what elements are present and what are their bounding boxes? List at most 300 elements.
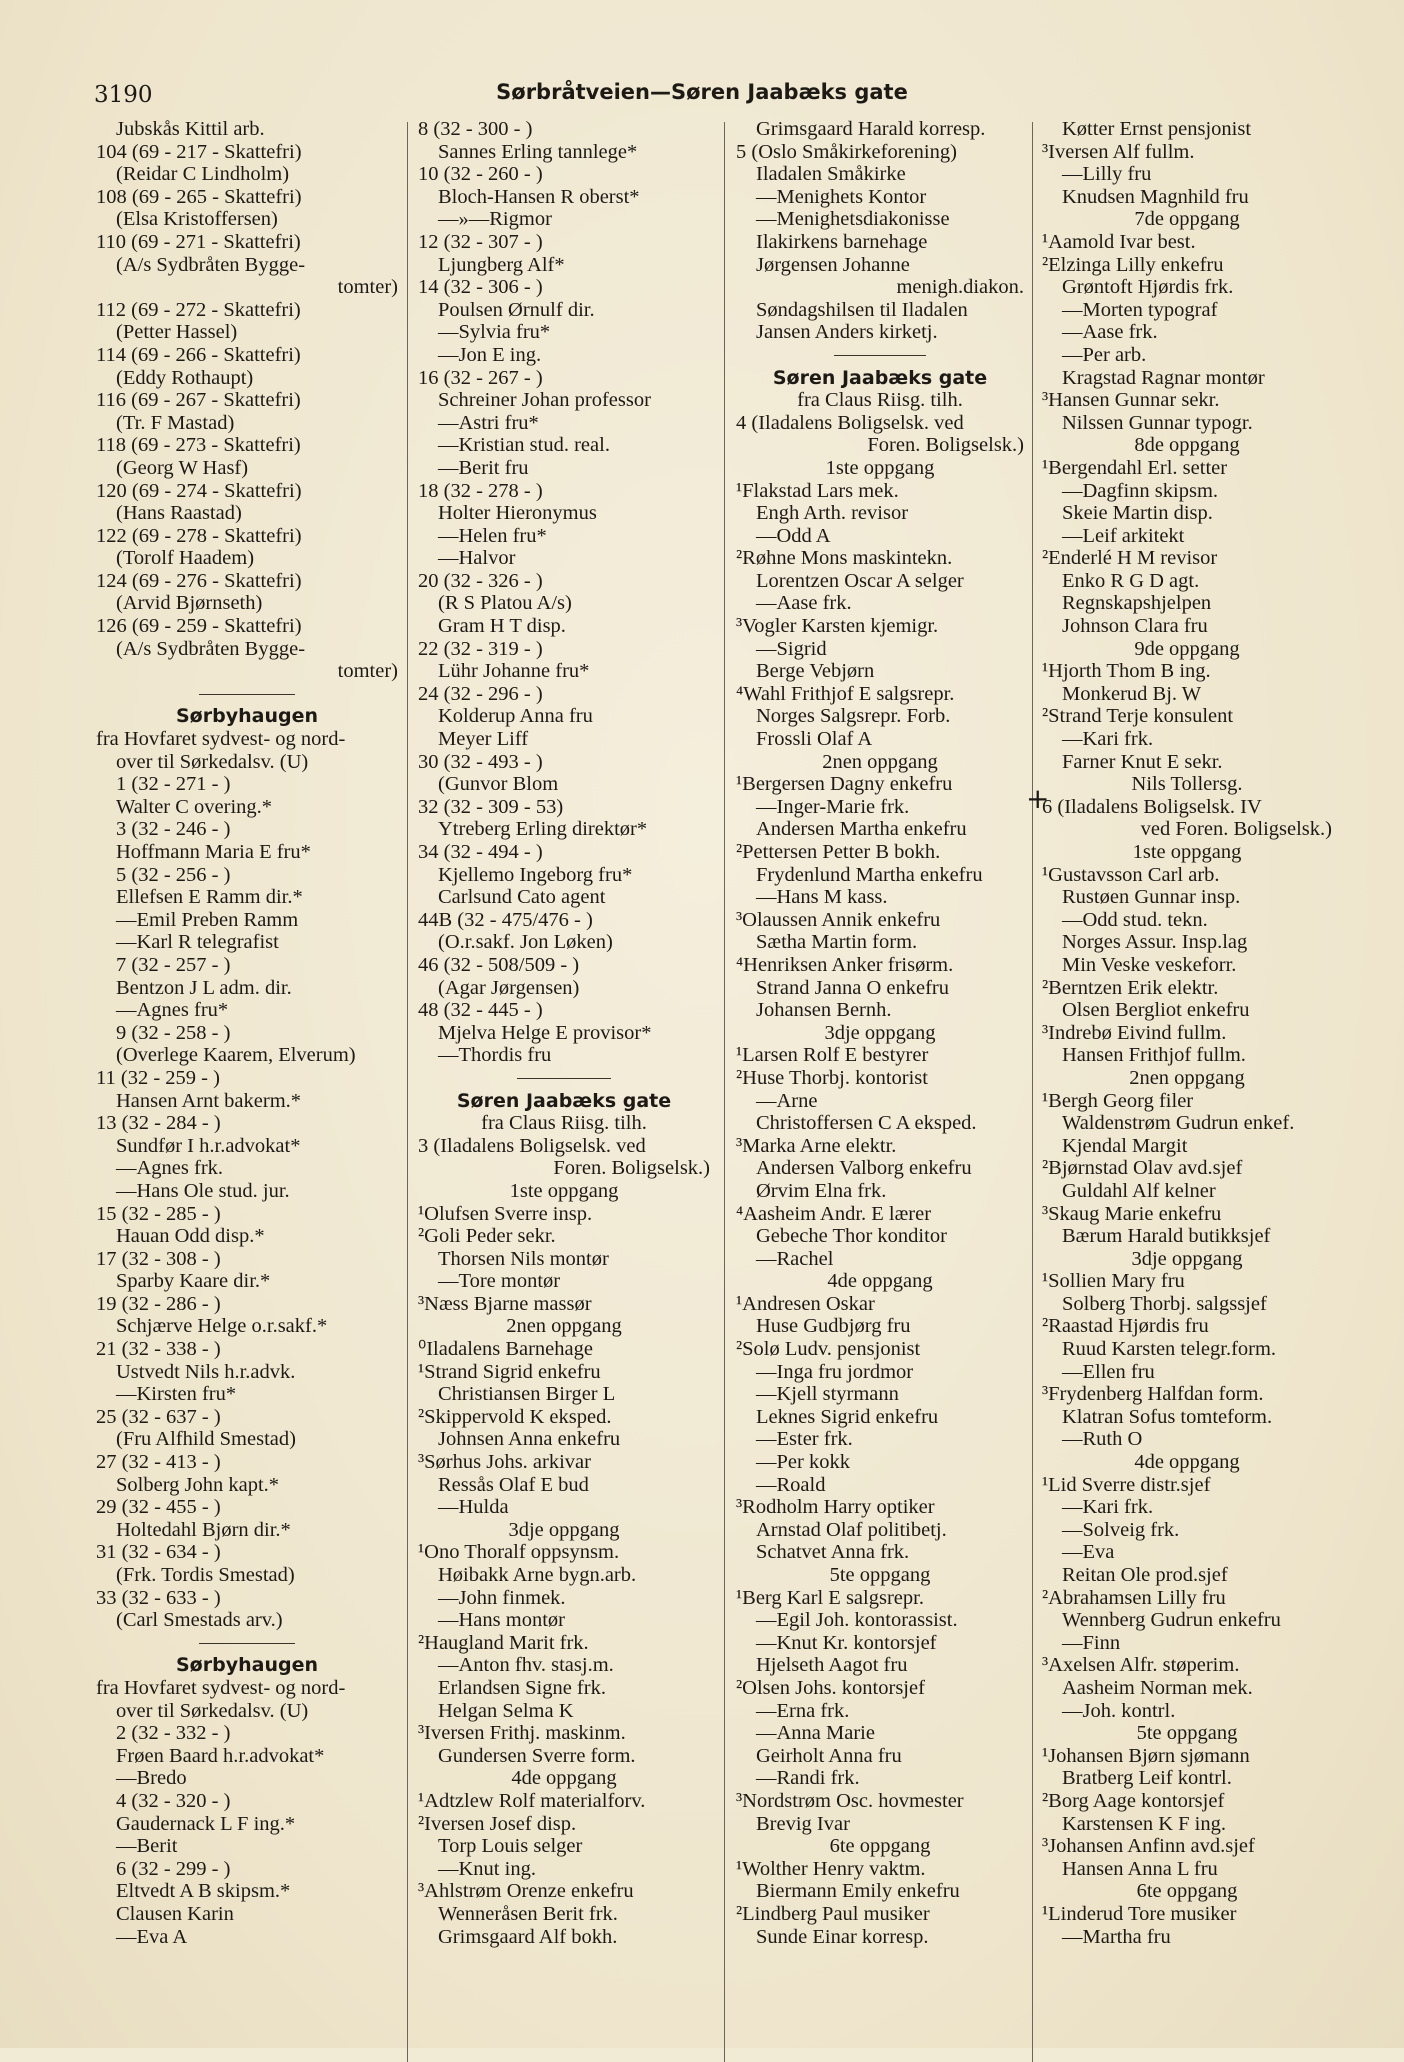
directory-line: 3dje oppgang [1131,1247,1243,1270]
directory-line: 1ste oppgang [1132,841,1242,863]
directory-line: —Menighetsdiakonisse [756,208,950,231]
directory-line: —Egil Joh. kontorassist. [756,1609,958,1632]
directory-line: —Halvor [438,547,516,570]
directory-line: 30 (32 - 493 - ) [418,750,543,773]
directory-line: 15 (32 - 285 - ) [96,1202,221,1225]
directory-line: ²Iversen Josef disp. [418,1812,577,1835]
directory-line: —Berit [116,1835,178,1858]
directory-line: ²Skippervold K eksped. [418,1405,612,1428]
directory-line: Wenneråsen Berit frk. [438,1902,618,1925]
directory-line: Christiansen Birger L [438,1383,616,1406]
column-1 [96,118,398,1948]
street-heading: Sørbyhaugen [176,1654,318,1677]
directory-line: (Tr. F Mastad) [116,411,235,434]
directory-line: (Elsa Kristoffersen) [116,208,278,231]
directory-line: ²Bjørnstad Olav avd.sjef [1042,1157,1243,1180]
directory-line: Huse Gudbjørg fru [756,1315,911,1338]
directory-line: —Per arb. [1062,343,1147,366]
section-divider [96,683,398,706]
directory-line: Thorsen Nils montør [438,1247,609,1270]
directory-line: 25 (32 - 637 - ) [96,1405,221,1428]
directory-line: ²Røhne Mons maskintekn. [736,547,953,570]
directory-line: —Randi frk. [756,1767,860,1790]
directory-line: 32 (32 - 309 - 53) [418,795,564,818]
directory-line: ¹Larsen Rolf E bestyrer [736,1044,929,1067]
column-divider [724,122,725,2062]
street-heading: Sørbyhaugen [176,705,318,728]
directory-line: ²Pettersen Petter B bokh. [736,841,941,863]
directory-line: Johansen Bernh. [756,999,892,1022]
directory-line: 7 (32 - 257 - ) [116,953,231,976]
directory-line: —»—Rigmor [438,208,552,231]
directory-line: 2nen oppgang [822,750,938,773]
directory-line: (Hans Raastad) [116,502,242,525]
directory-line: Hauan Odd disp.* [116,1225,265,1248]
directory-line: Solberg Thorbj. salgssjef [1062,1292,1267,1315]
directory-line: fra Claus Riisg. tilh. [797,389,963,412]
directory-line: —Kirsten fru* [116,1383,237,1406]
directory-line: Lühr Johanne fru* [438,660,590,683]
directory-line: 4de oppgang [1134,1451,1240,1474]
margin-mark: + [1026,782,1050,815]
directory-line: ³Vogler Karsten kjemigr. [736,615,939,638]
directory-line: ¹Linderud Tore musiker [1042,1902,1237,1925]
directory-line: Sætha Martin form. [756,931,918,954]
directory-line: Grøntoft Hjørdis frk. [1062,276,1234,299]
directory-line: tomter) [337,660,398,683]
directory-line: —Erna frk. [756,1699,850,1722]
directory-line: tomter) [337,276,398,299]
directory-line: —Agnes fru* [116,999,229,1022]
directory-line: 8de oppgang [1134,434,1240,457]
directory-line: Høibakk Arne bygn.arb. [438,1564,637,1586]
directory-line: 44B (32 - 475/476 - ) [418,908,593,931]
directory-line: 5 (Oslo Småkirkeforening) [736,140,957,163]
directory-line: —Odd A [756,524,831,547]
directory-line: Ruud Karsten telegr.form. [1062,1338,1277,1361]
directory-line: —Menighets Kontor [756,185,927,208]
directory-line: Mjelva Helge E provisor* [438,1021,652,1044]
directory-line: ¹Hjorth Thom B ing. [1042,660,1211,683]
directory-line: 16 (32 - 267 - ) [418,366,543,389]
directory-line: Clausen Karin [116,1902,234,1925]
directory-line: (A/s Sydbråten Bygge- [116,637,306,660]
directory-line: 11 (32 - 259 - ) [96,1066,220,1089]
directory-line: ¹Lid Sverre distr.sjef [1042,1473,1211,1496]
directory-line: 2nen oppgang [1129,1066,1245,1089]
directory-line: ²Elzinga Lilly enkefru [1042,253,1224,276]
directory-line: (Fru Alfhild Smestad) [116,1428,296,1451]
directory-line: —Tore montør [438,1270,561,1293]
directory-line: (Torolf Haadem) [116,547,255,570]
directory-line: (Arvid Bjørnseth) [116,592,263,615]
directory-line: 48 (32 - 445 - ) [418,999,543,1022]
directory-line: Strand Janna O enkefru [756,976,949,999]
directory-line: Gundersen Sverre form. [438,1744,636,1767]
directory-line: Jansen Anders kirketj. [756,321,938,344]
directory-line: Sunde Einar korresp. [756,1925,929,1948]
directory-line: 1 (32 - 271 - ) [116,773,231,796]
directory-line: 112 (69 - 272 - Skattefri) [96,298,301,321]
directory-line: ³Skaug Marie enkefru [1042,1202,1222,1225]
directory-line: 5te oppgang [829,1564,931,1586]
directory-line: ¹Andresen Oskar [736,1292,875,1315]
directory-line: —Aase frk. [756,592,852,615]
directory-line: ³Rodholm Harry optiker [736,1496,935,1519]
directory-line: —Martha fru [1062,1925,1171,1948]
directory-line: ²Goli Peder sekr. [418,1225,556,1248]
street-heading: Søren Jaabæks gate [772,366,988,389]
directory-line: 3dje oppgang [824,1021,936,1044]
directory-line: Schjærve Helge o.r.sakf.* [116,1315,328,1338]
directory-line: ³Næss Bjarne massør [418,1292,592,1315]
directory-line: ¹Aamold Ivar best. [1042,230,1196,253]
directory-line: 3 (Iladalens Boligselsk. ved [418,1134,646,1157]
directory-line: 17 (32 - 308 - ) [96,1247,221,1270]
directory-line: Kolderup Anna fru [438,705,593,728]
directory-line: 1ste oppgang [825,456,935,479]
directory-line: Reitan Ole prod.sjef [1062,1564,1228,1586]
directory-line: —Lilly fru [1062,163,1152,186]
directory-line: (Carl Smestads arv.) [116,1609,283,1632]
directory-line: Helgan Selma K [438,1699,574,1722]
directory-line: Min Veske veskeforr. [1062,953,1237,976]
directory-line: fra Hovfaret sydvest- og nord- [96,1676,346,1699]
directory-line: ²Haugland Marit frk. [418,1631,589,1654]
directory-line: Johnsen Anna enkefru [438,1428,621,1451]
directory-line: Grimsgaard Harald korresp. [756,118,986,140]
directory-line: 124 (69 - 276 - Skattefri) [96,569,302,592]
directory-line: ²Berntzen Erik elektr. [1042,976,1219,999]
directory-line: Søndagshilsen til Iladalen [756,298,968,321]
directory-line: 20 (32 - 326 - ) [418,569,543,592]
directory-line: —Ruth O [1062,1428,1143,1451]
directory-line: ³Axelsen Alfr. støperim. [1042,1654,1240,1677]
directory-line: ³Indrebø Eivind fullm. [1042,1021,1227,1044]
directory-line: 14 (32 - 306 - ) [418,276,543,299]
directory-line: 6 (32 - 299 - ) [116,1857,231,1880]
directory-line: —Jon E ing. [438,343,542,366]
directory-line: ¹Adtzlew Rolf materialforv. [418,1789,646,1812]
directory-line: ⁰Iladalens Barnehage [418,1338,593,1361]
directory-line: 7de oppgang [1134,208,1240,231]
column-4 [1042,118,1332,1948]
directory-line: —Inger-Marie frk. [756,795,910,818]
directory-line: Foren. Boligselsk.) [553,1157,710,1180]
directory-line: ⁴Wahl Frithjof E salgsrepr. [736,682,955,705]
column-divider [1032,122,1033,2062]
directory-line: Knudsen Magnhild fru [1062,185,1249,208]
directory-line: —Joh. kontrl. [1062,1699,1176,1722]
directory-line: 2nen oppgang [506,1315,622,1338]
directory-line: Olsen Bergliot enkefru [1062,999,1250,1022]
directory-line: 6 (Iladalens Boligselsk. IV [1042,795,1262,818]
directory-line: Schreiner Johan professor [438,389,651,412]
directory-line: (A/s Sydbråten Bygge- [116,253,306,276]
directory-line: (O.r.sakf. Jon Løken) [438,931,613,954]
directory-line: —Thordis fru [438,1044,552,1067]
directory-line: Hansen Arnt bakerm.* [116,1089,302,1112]
directory-line: ³Nordstrøm Osc. hovmester [736,1789,964,1812]
directory-line: 126 (69 - 259 - Skattefri) [96,615,302,638]
directory-line: —Agnes frk. [116,1157,224,1180]
directory-line: ²Strand Terje konsulent [1042,705,1234,728]
directory-line: ¹Bergendahl Erl. setter [1042,456,1228,479]
directory-line: ²Huse Thorbj. kontorist [736,1066,928,1089]
directory-line: 3 (32 - 246 - ) [116,818,231,841]
directory-line: ³Ahlstrøm Orenze enkefru [418,1880,634,1903]
directory-line: Hoffmann Maria E fru* [116,841,311,863]
directory-line: Iladalen Småkirke [756,163,906,186]
page-number: 3190 [94,82,153,108]
directory-line: —Knut ing. [438,1857,536,1880]
directory-line: 5 (32 - 256 - ) [116,863,231,886]
directory-line: —Hans Ole stud. jur. [116,1179,290,1202]
directory-line: Christoffersen C A eksped. [756,1112,977,1135]
directory-line: Hansen Anna L fru [1062,1857,1218,1880]
directory-line: —Berit fru [438,456,529,479]
directory-line: 3dje oppgang [508,1518,620,1541]
directory-line: Berge Vebjørn [756,660,875,683]
directory-line: 21 (32 - 338 - ) [96,1338,221,1361]
directory-line: Bentzon J L adm. dir. [116,976,292,999]
street-heading: Søren Jaabæks gate [456,1089,672,1112]
directory-line: Brevig Ivar [756,1812,850,1835]
directory-line: Frossli Olaf A [756,728,873,751]
directory-line: Kjendal Margit [1062,1134,1188,1157]
directory-line: Carlsund Cato agent [438,886,606,909]
directory-line: 29 (32 - 455 - ) [96,1496,221,1519]
directory-line: ²Raastad Hjørdis fru [1042,1315,1209,1338]
running-head: Sørbråtveien—Søren Jaabæks gate [496,80,908,104]
directory-line: 108 (69 - 265 - Skattefri) [96,185,302,208]
directory-line: ³Frydenberg Halfdan form. [1042,1383,1264,1406]
directory-line: ³Iversen Alf fullm. [1042,140,1195,163]
directory-line: Eltvedt A B skipsm.* [116,1880,291,1903]
directory-line: —Astri fru* [438,411,539,434]
directory-line: Andersen Valborg enkefru [756,1157,972,1180]
directory-line: ¹Sollien Mary fru [1042,1270,1185,1293]
directory-line: Lorentzen Oscar A selger [756,569,964,592]
directory-line: (Frk. Tordis Smestad) [116,1564,295,1586]
directory-line: —Hans M kass. [756,886,888,909]
directory-line: ¹Olufsen Sverre insp. [418,1202,593,1225]
directory-line: 12 (32 - 307 - ) [418,230,543,253]
directory-line: —Hulda [438,1496,509,1519]
section-divider [418,1067,710,1090]
directory-line: Arnstad Olaf politibetj. [756,1518,947,1541]
directory-line: Jubskås Kittil arb. [116,118,265,140]
directory-line: Ellefsen E Ramm dir.* [116,886,303,909]
directory-line: 4de oppgang [827,1270,933,1293]
directory-line: Hansen Frithjof fullm. [1062,1044,1246,1067]
directory-line: —Leif arkitekt [1062,524,1185,547]
directory-line: 8 (32 - 300 - ) [418,118,533,140]
directory-line: ³Johansen Anfinn avd.sjef [1042,1835,1255,1858]
directory-line: —Odd stud. tekn. [1062,908,1208,931]
directory-line: Torp Louis selger [438,1835,583,1858]
directory-line: 33 (32 - 633 - ) [96,1586,221,1609]
directory-line: Aasheim Norman mek. [1062,1676,1253,1699]
directory-line: 9 (32 - 258 - ) [116,1021,231,1044]
directory-line: (Gunvor Blom [438,773,559,796]
directory-line: ¹Ono Thoralf oppsynsm. [418,1541,620,1564]
directory-line: fra Claus Riisg. tilh. [481,1112,647,1135]
directory-line: —Emil Preben Ramm [116,908,299,931]
directory-line: —Sigrid [756,637,827,660]
directory-line: Ilakirkens barnehage [756,230,928,253]
directory-line: —Ellen fru [1062,1360,1155,1383]
section-divider [96,1632,398,1655]
directory-line: Frydenlund Martha enkefru [756,863,983,886]
directory-line: Guldahl Alf kelner [1062,1179,1216,1202]
directory-line: ²Borg Aage kontorsjef [1042,1789,1225,1812]
directory-line: Sundfør I h.r.advokat* [116,1134,301,1157]
directory-line: —Sylvia fru* [438,321,551,344]
directory-line: Farner Knut E sekr. [1062,750,1223,773]
directory-line: Wennberg Gudrun enkefru [1062,1609,1281,1632]
directory-line: 27 (32 - 413 - ) [96,1451,221,1474]
directory-line: Solberg John kapt.* [116,1473,280,1496]
directory-line: 114 (69 - 266 - Skattefri) [96,343,301,366]
directory-line: ¹Bergh Georg filer [1042,1089,1194,1112]
directory-line: ³Iversen Frithj. maskinm. [418,1722,626,1745]
directory-line: —Anton fhv. stasj.m. [438,1654,614,1677]
directory-line: Holtedahl Bjørn dir.* [116,1518,291,1541]
directory-line: —Morten typograf [1062,298,1218,321]
directory-line: Kjellemo Ingeborg fru* [438,863,633,886]
directory-line: Klatran Sofus tomteform. [1062,1405,1273,1428]
directory-line: ¹Gustavsson Carl arb. [1042,863,1220,886]
directory-line: Regnskapshjelpen [1062,592,1212,615]
directory-line: —Inga fru jordmor [756,1360,914,1383]
directory-line: Bloch-Hansen R oberst* [438,185,640,208]
directory-line: 118 (69 - 273 - Skattefri) [96,434,301,457]
directory-line: 116 (69 - 267 - Skattefri) [96,389,301,412]
directory-line: 4 (32 - 320 - ) [116,1789,231,1812]
directory-line: fra Hovfaret sydvest- og nord- [96,728,346,751]
directory-line: 18 (32 - 278 - ) [418,479,543,502]
directory-line: Karstensen K F ing. [1062,1812,1226,1835]
directory-line: —Bredo [116,1767,187,1790]
directory-line: Meyer Liff [438,728,529,751]
directory-line: 19 (32 - 286 - ) [96,1292,221,1315]
directory-line: —Kari frk. [1062,728,1154,751]
directory-line: Johnson Clara fru [1062,615,1208,638]
directory-line: Schatvet Anna frk. [756,1541,910,1564]
directory-line: 120 (69 - 274 - Skattefri) [96,479,302,502]
directory-line: ¹Wolther Henry vaktm. [736,1857,926,1880]
directory-line: Erlandsen Signe frk. [438,1676,606,1699]
directory-line: —Eva [1062,1541,1115,1564]
directory-line: (Georg W Hasf) [116,456,249,479]
directory-line: —Knut Kr. kontorsjef [756,1631,937,1654]
directory-line: —Kari frk. [1062,1496,1154,1519]
directory-line: ¹Johansen Bjørn sjømann [1042,1744,1250,1767]
directory-line: 122 (69 - 278 - Skattefri) [96,524,302,547]
directory-line: —Kristian stud. real. [438,434,610,457]
directory-line: 13 (32 - 284 - ) [96,1112,221,1135]
directory-line: 10 (32 - 260 - ) [418,163,543,186]
directory-line: 6te oppgang [829,1835,931,1858]
directory-line: Holter Hieronymus [438,502,597,525]
directory-line: 34 (32 - 494 - ) [418,841,543,863]
directory-line: Sparby Kaare dir.* [116,1270,271,1293]
directory-line: Andersen Martha enkefru [756,818,967,841]
directory-line: (Petter Hassel) [116,321,238,344]
directory-line: ¹Berg Karl E salgsrepr. [736,1586,924,1609]
directory-line: 1ste oppgang [509,1179,619,1202]
column-3 [736,118,1024,1948]
directory-line: (Reidar C Lindholm) [116,163,290,186]
directory-line: —Helen fru* [438,524,547,547]
directory-line: —Per kokk [756,1451,850,1474]
directory-line: Frøen Baard h.r.advokat* [116,1744,325,1767]
directory-line: 5te oppgang [1136,1722,1238,1745]
directory-line: —Kjell styrmann [756,1383,899,1406]
directory-line: ¹Bergersen Dagny enkefru [736,773,953,796]
directory-line: (R S Platou A/s) [438,592,572,615]
directory-line: ²Olsen Johs. kontorsjef [736,1676,925,1699]
directory-line: Skeie Martin disp. [1062,502,1213,525]
directory-line: 104 (69 - 217 - Skattefri) [96,140,302,163]
directory-line: Ressås Olaf E bud [438,1473,589,1496]
directory-line: Biermann Emily enkefru [756,1880,960,1903]
directory-line: 24 (32 - 296 - ) [418,682,543,705]
directory-line: 4 (Iladalens Boligselsk. ved [736,411,964,434]
directory-line: Gaudernack L F ing.* [116,1812,296,1835]
directory-line: Ljungberg Alf* [438,253,565,276]
directory-line: Sannes Erling tannlege* [438,140,638,163]
directory-line: Poulsen Ørnulf dir. [438,298,595,321]
directory-line: ¹Flakstad Lars mek. [736,479,899,502]
directory-line: menigh.diakon. [896,276,1024,299]
directory-line: ³Olaussen Annik enkefru [736,908,941,931]
directory-line: —Eva A [116,1925,188,1948]
directory-line: Kragstad Ragnar montør [1062,366,1265,389]
directory-line: —Anna Marie [756,1722,875,1745]
directory-line: —Rachel [756,1247,834,1270]
directory-line: 2 (32 - 332 - ) [116,1722,231,1745]
directory-line: Gebeche Thor konditor [756,1225,947,1248]
directory-line: Gram H T disp. [438,615,566,638]
directory-line: 9de oppgang [1134,637,1240,660]
directory-line: —Aase frk. [1062,321,1158,344]
directory-line: 110 (69 - 271 - Skattefri) [96,230,301,253]
directory-line: —Karl R telegrafist [116,931,279,954]
directory-line: —Ester frk. [756,1428,853,1451]
directory-line: Walter C overing.* [116,795,273,818]
directory-line: ³Sørhus Johs. arkivar [418,1451,591,1474]
directory-line: —Hans montør [438,1609,565,1632]
directory-line: Leknes Sigrid enkefru [756,1405,939,1428]
directory-line: Bratberg Leif kontrl. [1062,1767,1232,1790]
directory-line: Ustvedt Nils h.r.advk. [116,1360,296,1383]
directory-line: Rustøen Gunnar insp. [1062,886,1241,909]
directory-line: —Dagfinn skipsm. [1062,479,1219,502]
directory-line: ³Marka Arne elektr. [736,1134,897,1157]
directory-line: Jørgensen Johanne [756,253,910,276]
directory-line: ²Abrahamsen Lilly fru [1042,1586,1226,1609]
directory-line: ²Enderlé H M revisor [1042,547,1218,570]
directory-line: Foren. Boligselsk.) [867,434,1024,457]
directory-line: Waldenstrøm Gudrun enkef. [1062,1112,1295,1135]
directory-line: Grimsgaard Alf bokh. [438,1925,618,1948]
directory-line: over til Sørkedalsv. (U) [116,750,309,773]
directory-line: Bærum Harald butikksjef [1062,1225,1271,1248]
directory-line: (Eddy Rothaupt) [116,366,254,389]
directory-line: 31 (32 - 634 - ) [96,1541,221,1564]
